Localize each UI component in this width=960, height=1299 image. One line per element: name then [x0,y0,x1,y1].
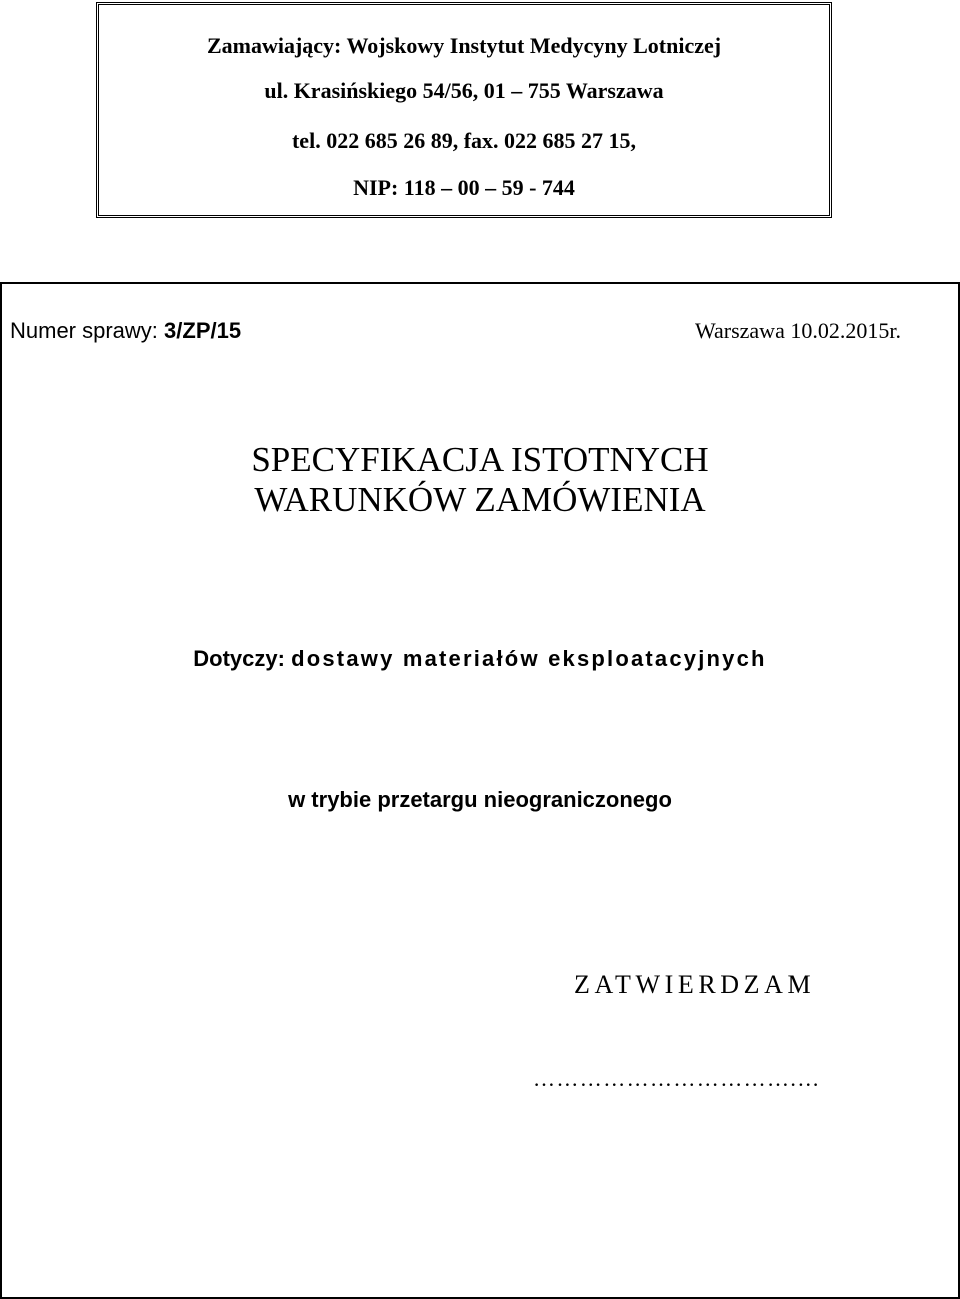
document-date: Warszawa 10.02.2015r. [695,318,901,343]
document-title-line-2: WARUNKÓW ZAMÓWIENIA [254,480,706,519]
case-number-row [10,318,241,344]
document-title-line-1: SPECYFIKACJA ISTOTNYCH [251,440,709,479]
subject-label: Dotyczy: [193,646,285,671]
document-title [0,440,960,520]
signature-placeholder: …………………………….… [533,1066,821,1091]
contracting-authority-name: Zamawiający: Wojskowy Instytut Medycyny Lotniczej [206,33,722,58]
case-number: 3/ZP/15 [164,318,242,343]
subject-line [0,646,960,672]
case-number-label: Numer sprawy: [10,318,158,343]
approval-label: ZATWIERDZAM [574,970,816,999]
contracting-authority-phone-fax: tel. 022 685 26 89, fax. 022 685 27 15, [291,128,637,153]
subject-text: dostawy materiałów eksploatacyjnych [291,646,767,671]
contracting-authority-box [96,2,832,218]
procurement-mode: w trybie przetargu nieograniczonego [288,787,672,812]
contracting-authority-nip: NIP: 118 – 00 – 59 - 744 [353,175,575,200]
contracting-authority-address: ul. Krasińskiego 54/56, 01 – 755 Warszawa [264,78,664,103]
